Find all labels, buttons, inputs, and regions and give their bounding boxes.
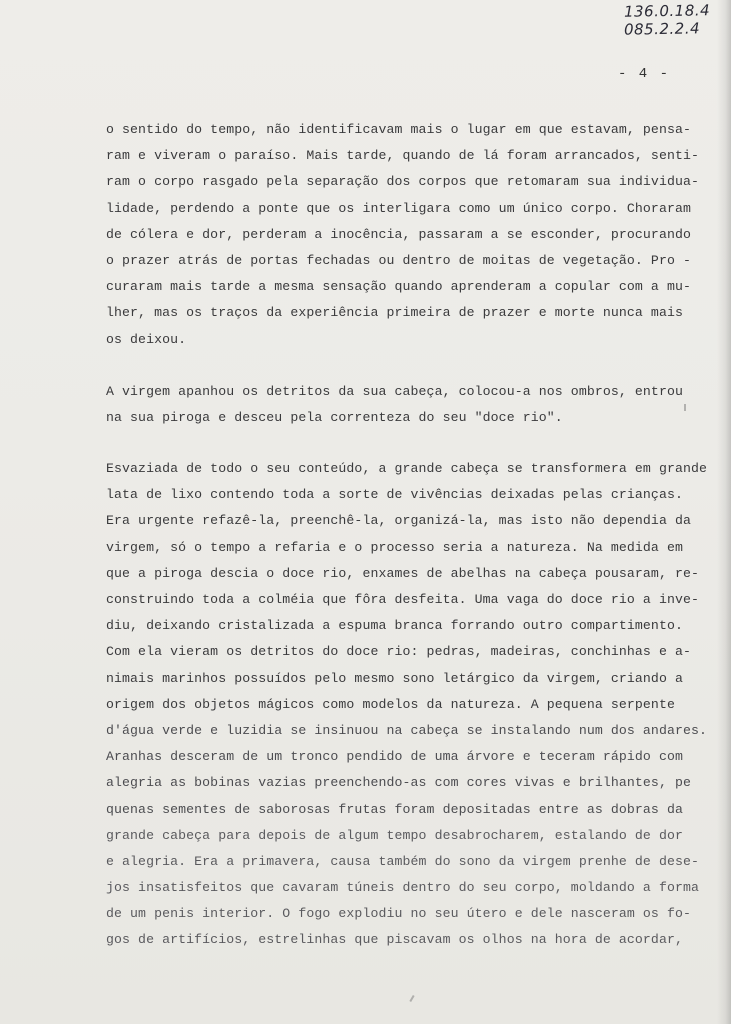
text-line: jos insatisfeitos que cavaram túneis dentro do seu corpo, moldando a forma xyxy=(106,880,700,896)
text-line: quenas sementes de saborosas frutas foram depositadas entre as dobras da xyxy=(106,801,683,817)
archive-code-line-1: 136.0.18.4 xyxy=(623,1,711,21)
body-text xyxy=(106,117,708,954)
text-line: alegria as bobinas vazias preenchendo-as com cores vivas e brilhantes, pe xyxy=(106,775,692,791)
text-line: o sentido do tempo, não identificavam mais o lugar em que estavam, pensa- xyxy=(106,122,692,137)
text-line: os deixou. xyxy=(106,331,187,347)
text-line: lata de lixo contendo toda a sorte de vivências deixadas pelas crianças. xyxy=(106,487,683,503)
text-line: gos de artifícios, estrelinhas que piscavam os olhos na hora de acordar, xyxy=(106,932,683,948)
paragraph-1 xyxy=(106,117,700,353)
paper-speck xyxy=(409,995,414,1002)
text-line: Com ela vieram os detritos do doce rio: pedras, madeiras, conchinhas e a- xyxy=(106,644,692,660)
text-line: de cólera e dor, perderam a inocência, passaram a se esconder, procurando xyxy=(106,226,692,242)
text-line: Esvaziada de todo o seu conteúdo, a grande cabeça se transformera em grande xyxy=(106,461,708,477)
text-line: nimais marinhos possuídos pelo mesmo sono letárgico da virgem, criando a xyxy=(106,670,683,686)
text-line: A virgem apanhou os detritos da sua cabeça, colocou-a nos ombros, entrou xyxy=(106,383,683,399)
text-line: Aranhas desceram de um tronco pendido de uma árvore e teceram rápido com xyxy=(106,749,683,765)
text-line: ram o corpo rasgado pela separação dos corpos que retomaram sua individua- xyxy=(106,174,700,190)
text-line: na sua piroga e desceu pela correnteza do seu "doce rio". xyxy=(106,409,563,425)
text-line: o prazer atrás de portas fechadas ou dentro de moitas de vegetação. Pro - xyxy=(106,252,692,268)
paragraph-3 xyxy=(106,456,708,954)
text-line: curaram mais tarde a mesma sensação quando aprenderam a copular com a mu- xyxy=(106,279,692,295)
text-line: origem dos objetos mágicos como modelos da natureza. A pequena serpente xyxy=(106,696,675,712)
text-line: de um penis interior. O fogo explodiu no seu útero e dele nasceram os fo- xyxy=(106,906,692,922)
text-line: ram e viveram o paraíso. Mais tarde, quando de lá foram arrancados, senti- xyxy=(106,148,700,164)
text-line: grande cabeça para depois de algum tempo desabrocharem, estalando de dor xyxy=(106,827,683,843)
text-line: lher, mas os traços da experiência primeira de prazer e morte nunca mais xyxy=(106,305,683,321)
page-edge-shadow xyxy=(717,0,731,1024)
text-line: d'água verde e luzidia se insinuou na cabeça se instalando num dos andares. xyxy=(106,722,708,738)
text-line: construindo toda a colméia que fôra desfeita. Uma vaga do doce rio a inve- xyxy=(106,592,700,607)
paragraph-2 xyxy=(106,379,686,431)
text-line: virgem, só o tempo a refaria e o processo seria a natureza. Na medida em xyxy=(106,539,683,555)
text-line: que a piroga descia o doce rio, enxames de abelhas na cabeça pousaram, re- xyxy=(106,565,700,581)
page-number: - 4 - xyxy=(618,66,671,82)
text-line: diu, deixando cristalizada a espuma branca forrando outro compartimento. xyxy=(106,618,683,634)
text-line: lidade, perdendo a ponte que os interligara como um único corpo. Choraram xyxy=(106,200,692,216)
text-line: Era urgente refazê-la, preenchê-la, organizá-la, mas isto não dependia da xyxy=(106,513,692,529)
archive-code-line-2: 085.2.2.4 xyxy=(623,19,701,39)
text-line: e alegria. Era a primavera, causa também do sono da virgem prenhe de dese- xyxy=(106,853,700,869)
